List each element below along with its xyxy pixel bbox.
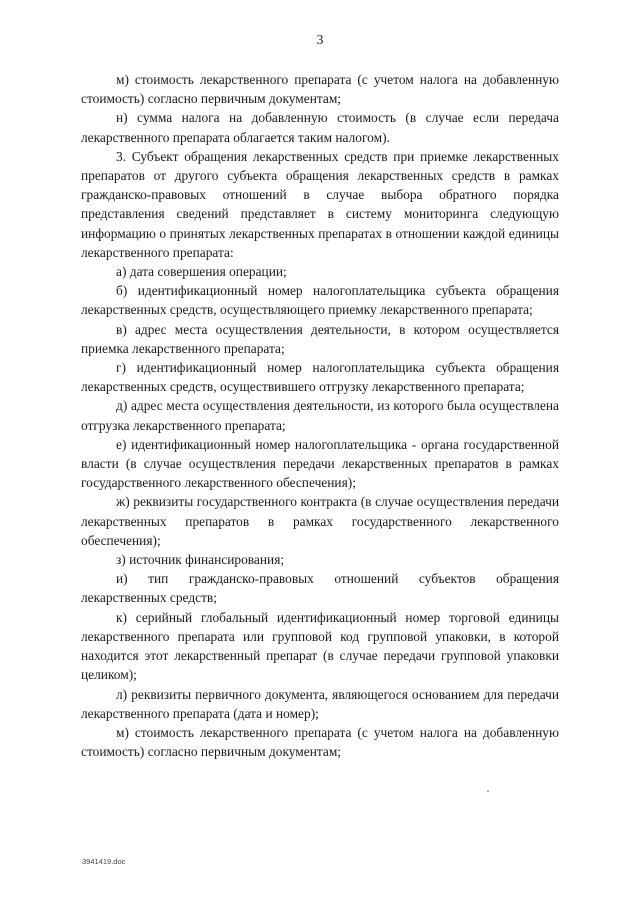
document-body [81, 70, 559, 761]
paragraph-g: г) идентификационный номер налогоплательщика субъекта обращения лекарственных средств, осуществившего отгрузку лекарственного препарата; [81, 360, 559, 395]
paragraph-m-cost: м) стоимость лекарственного препарата (с учетом налога на добавленную стоимость) согласно первичным документам; [81, 72, 559, 107]
paragraph-section-3: 3. Субъект обращения лекарственных средств при приемке лекарственных препаратов от другого субъекта обращения лекарственных средств в рамках гражданско-правовых отношений в случае выбора обратного порядка представления сведений представляет в систему мониторинга следующую информацию о принятых лекарственных препаратах в отношении каждой единицы лекарственного препарата: [81, 148, 559, 260]
scan-speck [487, 790, 489, 792]
page-number: 3 [316, 33, 324, 48]
paragraph-a: а) дата совершения операции; [116, 264, 287, 280]
paragraph-v: в) адрес места осуществления деятельности, в котором осуществляется приемка лекарственного препарата; [81, 321, 559, 356]
paragraph-n-vat: н) сумма налога на добавленную стоимость (в случае если передача лекарственного препарата облагается таким налогом). [81, 110, 559, 145]
footer-filename: 3941419.doc [82, 857, 126, 866]
paragraph-b: б) идентификационный номер налогоплательщика субъекта обращения лекарственных средств, осуществляющего приемку лекарственного препарата; [81, 283, 559, 318]
paragraph-l: л) реквизиты первичного документа, являющегося основанием для передачи лекарственного препарата (дата и номер); [81, 686, 559, 721]
paragraph-e: е) идентификационный номер налогоплательщика - органа государственной власти (в случае осуществления передачи лекарственных препаратов в рамках государственного лекарственного обеспечения); [81, 436, 559, 491]
paragraph-z: з) источник финансирования; [116, 552, 285, 568]
paragraph-i: и) тип гражданско-правовых отношений субъектов обращения лекарственных средств; [81, 571, 559, 606]
paragraph-k: к) серийный глобальный идентификационный номер торговой единицы лекарственного препарата или групповой код групповой упаковки, в которой находится этот лекарственный препарат (в случае передачи групповой упаковки целиком); [81, 609, 559, 683]
paragraph-zh: ж) реквизиты государственного контракта (в случае осуществления передачи лекарственных препаратов в рамках государственного лекарственного обеспечения); [81, 494, 559, 548]
paragraph-d: д) адрес места осуществления деятельности, из которого была осуществлена отгрузка лекарственного препарата; [81, 398, 559, 433]
paragraph-m-cost-repeat: м) стоимость лекарственного препарата (с учетом налога на добавленную стоимость) согласно первичным документам; [81, 724, 559, 760]
